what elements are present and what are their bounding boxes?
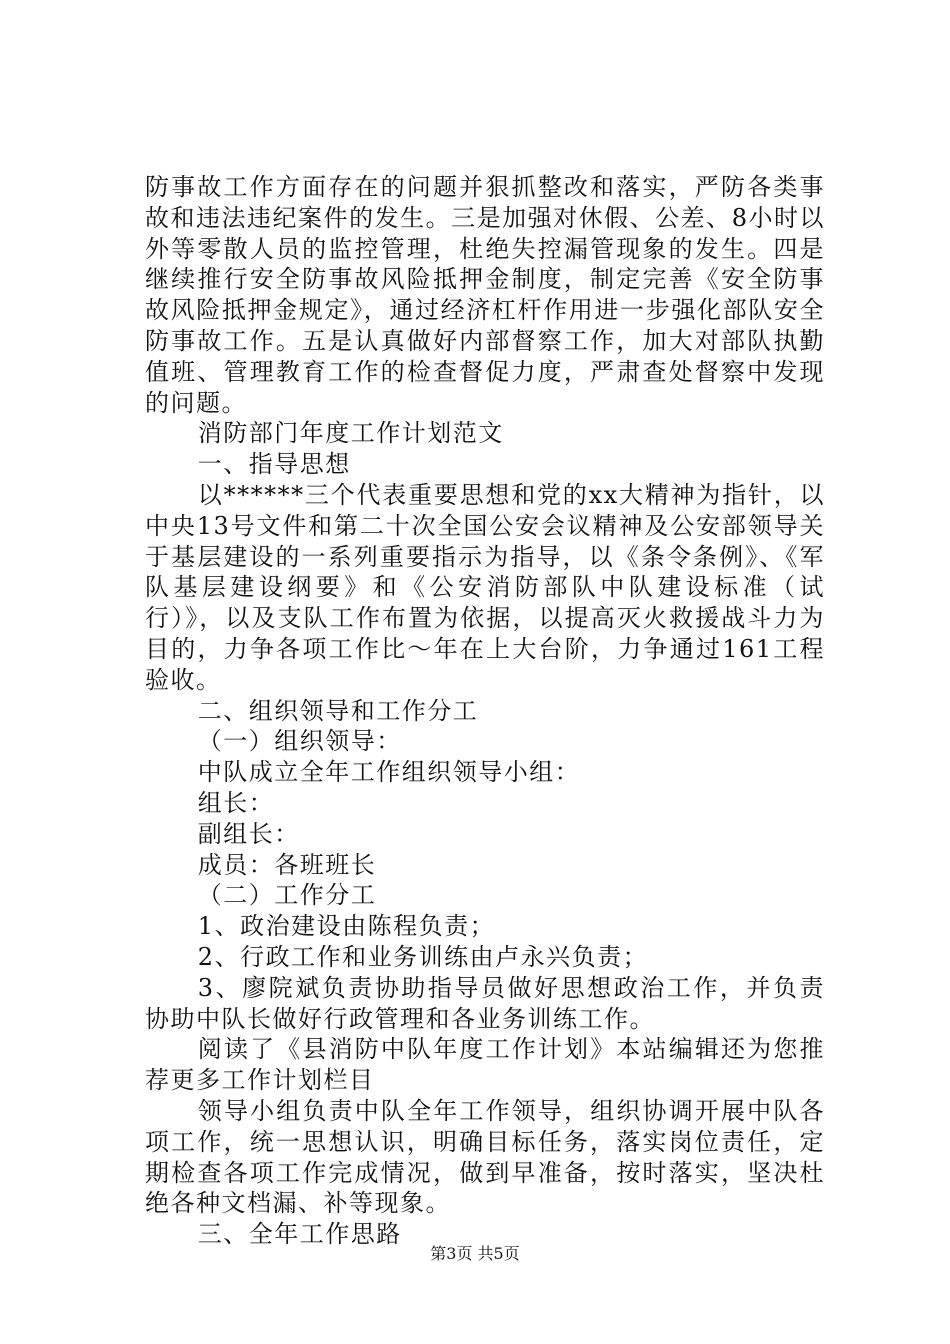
heading-organization: 二、组织领导和工作分工 <box>197 696 479 725</box>
list-item-1: 1、政治建设由陈程负责； <box>197 912 496 941</box>
paragraph-1: 防事故工作方面存在的问题并狠抓整改和落实，严防各类事故和违法违纪案件的发生。三是加强对休假、公差、8小时以外等零散人员的监控管理，杜绝失控漏管现象的发生。四是继续推行安全防事故风险抵押金制度，制定完善《安全防事故风险抵押金规定》，通过经济杠杆作用进一步强化部队安全防事故工作。五是认真做好内部督察工作，加大对部队执勤值班、管理教育工作的检查督促力度，严肃查处督察中发现的问题。 <box>145 173 825 417</box>
heading-annual-work-ideas: 三、全年工作思路 <box>197 1220 402 1249</box>
section-title: 消防部门年度工作计划范文 <box>197 419 504 448</box>
paragraph-leadership-group: 中队成立全年工作组织领导小组： <box>197 758 581 787</box>
list-item-2: 2、行政工作和业务训练由卢永兴负责； <box>197 942 649 971</box>
page-number-footer: 第3页 共5页 <box>430 1244 520 1263</box>
list-item-3: 3、廖院斌负责协助指导员做好思想政治工作，并负责协助中队长做好行政管理和各业务训练工作。 <box>145 973 825 1033</box>
paragraph-leadership-duties: 领导小组负责中队全年工作领导，组织协调开展中队各项工作，统一思想认识，明确目标任务，落实岗位责任，定期检查各项工作完成情况，做到早准备，按时落实，坚决杜绝各种文档漏、补等现象。 <box>145 1096 825 1218</box>
paragraph-recommendation: 阅读了《县消防中队年度工作计划》本站编辑还为您推荐更多工作计划栏目 <box>145 1035 825 1095</box>
paragraph-guiding-ideology: 以******三个代表重要思想和党的xx大精神为指针，以中央13号文件和第二十次全国公安会议精神及公安部领导关于基层建设的一系列重要指示为指导，以《条令条例》、《军队基层建设纲要》和《公安消防部队中队建设标准（试行）》，以及支队工作布置为依据，以提高灭火救援战斗力为目的，力争各项工作比～年在上大台阶，力争通过161工程验收。 <box>145 480 825 694</box>
line-deputy-leader: 副组长： <box>197 819 300 848</box>
subheading-division-of-work: （二）工作分工 <box>197 881 377 910</box>
subheading-leadership: （一）组织领导： <box>197 727 402 756</box>
line-leader: 组长： <box>197 788 275 817</box>
document-body <box>145 172 825 1250</box>
heading-guiding-ideology: 一、指导思想 <box>197 450 351 479</box>
line-members: 成员：各班班长 <box>197 850 377 879</box>
